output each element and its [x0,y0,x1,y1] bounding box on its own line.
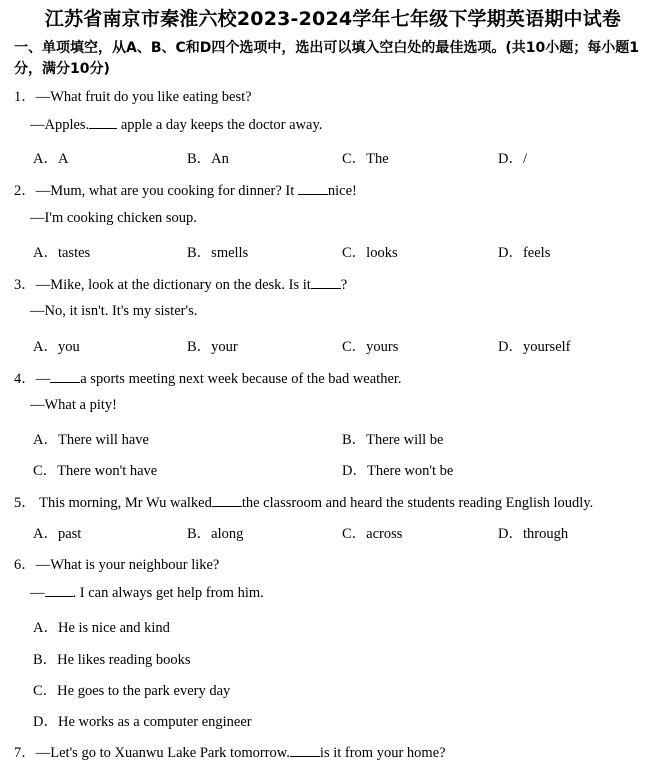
question-6-stem: 6．—What is your neighbour like? [14,557,220,573]
answer-blank [45,584,73,597]
question-4-reply: —What a pity! [30,397,117,413]
stem-text: a sports meeting next week because of the bad weather. [80,371,402,387]
stem-text: 3．—Mike, look at the dictionary on the desk. Is it [14,277,311,293]
q4-option-b: B．There will be [342,432,444,448]
q5-option-d: D．through [498,526,569,542]
q6-option-b: B．He likes reading books [33,652,191,668]
q1-option-b: B．An [187,151,229,167]
q2-option-a: A．tastes [33,245,91,261]
answer-blank [311,276,341,289]
q5-option-c: C．across [342,526,403,542]
q2-option-c: C．looks [342,245,398,261]
stem-text: 7．—Let's go to Xuanwu Lake Park tomorrow. [14,745,290,761]
reply-text: . I can always get help from him. [72,585,264,601]
reply-text: —Apples. [30,117,90,133]
q1-option-a: A．A [33,151,69,167]
stem-text: 2．—Mum, what are you cooking for dinner? It [14,183,295,199]
stem-text: 4．— [14,371,51,387]
q6-option-d: D．He works as a computer engineer [33,714,252,730]
question-1-stem: 1．—What fruit do you like eating best? [14,89,252,105]
question-2-stem [14,179,357,200]
q1-option-c: C．The [342,151,389,167]
q2-option-b: B．smells [187,245,249,261]
answer-blank [212,494,242,507]
question-3-reply: —No, it isn't. It's my sister's. [30,303,198,319]
q4-option-a: A．There will have [33,432,149,448]
section-instructions: 一、单项填空，从A、B、C和D四个选项中，选出可以填入空白处的最佳选项。(共10小题；每小题1分，满分10分) [14,40,640,77]
question-7-stem [14,741,446,762]
stem-text: ? [340,277,348,293]
question-1-reply [30,116,322,134]
stem-text: 5． This morning, Mr Wu walked [14,495,212,511]
q6-option-a: A．He is nice and kind [33,620,170,636]
q5-option-a: A．past [33,526,82,542]
question-6-reply [30,584,264,602]
question-5-stem [14,491,593,512]
q3-option-d: D．yourself [498,339,571,355]
q4-option-c: C．There won't have [33,463,158,479]
q2-option-d: D．feels [498,245,551,261]
answer-blank [50,370,80,383]
answer-blank [89,116,117,129]
q1-option-d: D．/ [498,151,527,167]
exam-title: 江苏省南京市秦淮六校2023-2024学年七年级下学期英语期中试卷 [44,8,622,30]
q3-option-a: A．you [33,339,80,355]
answer-blank [298,182,328,195]
q5-option-b: B．along [187,526,244,542]
question-3-stem [14,273,347,294]
q6-option-c: C．He goes to the park every day [33,683,231,699]
question-4-stem [14,367,402,388]
stem-text: nice! [327,183,357,199]
q3-option-c: C．yours [342,339,399,355]
q4-option-d: D．There won't be [342,463,454,479]
reply-text: — [30,585,45,601]
stem-text: is it from your home? [319,745,446,761]
answer-blank [290,744,320,757]
stem-text: the classroom and heard the students reading English loudly. [241,495,594,511]
question-2-reply: —I'm cooking chicken soup. [30,210,197,226]
reply-text: apple a day keeps the doctor away. [120,117,323,133]
q3-option-b: B．your [187,339,238,355]
